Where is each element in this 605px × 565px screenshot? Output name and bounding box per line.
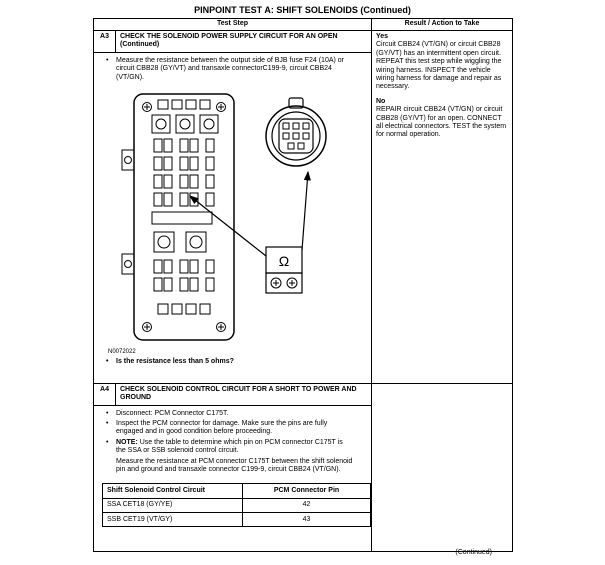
a4-content-cell xyxy=(94,405,372,551)
step-id-a4: A4 xyxy=(94,383,116,405)
test-lead-arrows xyxy=(190,172,308,256)
step-title-a4: CHECK SOLENOID CONTROL CIRCUIT FOR A SHORT TO POWER AND GROUND xyxy=(116,383,372,405)
bullet-marker: • xyxy=(106,419,109,427)
note-label: NOTE: xyxy=(116,438,138,446)
subtable-header-pin: PCM Connector Pin xyxy=(243,484,371,498)
a3-question-text: Is the resistance less than 5 ohms? xyxy=(116,358,234,366)
pinpoint-test-table xyxy=(93,18,513,552)
a3-no-text: REPAIR circuit CBB24 (VT/GN) or circuit CBB28 (GY/VT) for an open. CONNECT all electrical connectors. TEST the system for normal operation. xyxy=(376,106,507,139)
a4-bullet-inspect xyxy=(106,420,367,437)
a3-yes-label: Yes xyxy=(376,33,389,40)
bullet-marker: • xyxy=(106,56,109,64)
subtable-header-circuit: Shift Solenoid Control Circuit xyxy=(103,484,243,498)
bullet-marker: • xyxy=(106,409,109,417)
column-header-test-step: Test Step xyxy=(94,19,372,31)
step-title-a3: CHECK THE SOLENOID POWER SUPPLY CIRCUIT FOR AN OPEN (Continued) xyxy=(116,31,372,53)
ohmmeter xyxy=(266,247,302,293)
a3-content-cell xyxy=(94,52,372,383)
table-row xyxy=(103,498,371,512)
a4-bullet-disconnect xyxy=(106,410,367,418)
a3-question xyxy=(106,358,367,366)
subtable-circuit-ssa: SSA CET18 (GY/YE) xyxy=(103,498,243,512)
side-tabs xyxy=(122,150,134,274)
page-title: PINPOINT TEST A: SHIFT SOLENOIDS (Continued) xyxy=(194,5,411,15)
a4-para-measure: Measure the resistance at PCM connector C175T between the shift solenoid pin and ground and transaxle connector C199-9, circuit CBB24 (VT/GN). xyxy=(116,457,353,473)
subtable-pin-ssa: 42 xyxy=(243,498,371,512)
subtable-circuit-ssb: SSB CET19 (VT/GY) xyxy=(103,513,243,527)
probe-jacks xyxy=(271,278,297,288)
a4-bullet-inspect-text: Inspect the PCM connector for damage. Make sure the pins are fully engaged and in good condition before proceeding. xyxy=(116,419,328,436)
a4-bullet-note xyxy=(106,439,367,456)
connector-pins xyxy=(283,123,309,149)
mounting-screws xyxy=(143,102,226,331)
column-header-result: Result / Action to Take xyxy=(372,19,513,31)
a3-result-cell xyxy=(372,31,513,384)
solenoid-pin-table xyxy=(102,483,371,527)
bullet-marker: • xyxy=(106,438,109,446)
a4-bullet-disconnect-text: Disconnect: PCM Connector C175T. xyxy=(116,409,229,417)
step-id-a3: A3 xyxy=(94,31,116,53)
a3-bullet-measure-text: Measure the resistance between the output side of BJB fuse F24 (10A) or circuit CBB28 (GY/VT) and transaxle connectorC199-9, circuit CBB24 (VT/GN). xyxy=(116,56,345,81)
a3-yes-text: Circuit CBB24 (VT/GN) or circuit CBB28 (GY/VT) has an intermittent open circuit. REPEAT this test step while wiggling the wiring harness. INSPECT the vehicle wiring harness for damage and repair as necessary. xyxy=(376,41,502,91)
ohm-symbol: Ω xyxy=(278,252,290,269)
connector-c199 xyxy=(266,98,326,166)
table-row xyxy=(103,513,371,527)
a3-bullet-measure xyxy=(106,57,367,82)
fuse-slots xyxy=(152,100,218,314)
bjb-fuse-box-diagram xyxy=(106,86,341,348)
a4-result-cell xyxy=(372,383,513,551)
a4-bullet-note-text xyxy=(116,439,354,456)
bullet-marker: • xyxy=(106,358,109,366)
a3-no-label: No xyxy=(376,97,386,105)
figure-number: N0072022 xyxy=(108,348,136,355)
continued-footer: (Continued) xyxy=(455,549,492,556)
subtable-pin-ssb: 43 xyxy=(243,513,371,527)
note-text: Use the table to determine which pin on PCM connector C175T is the SSA or SSB solenoid control circuit. xyxy=(116,438,343,455)
